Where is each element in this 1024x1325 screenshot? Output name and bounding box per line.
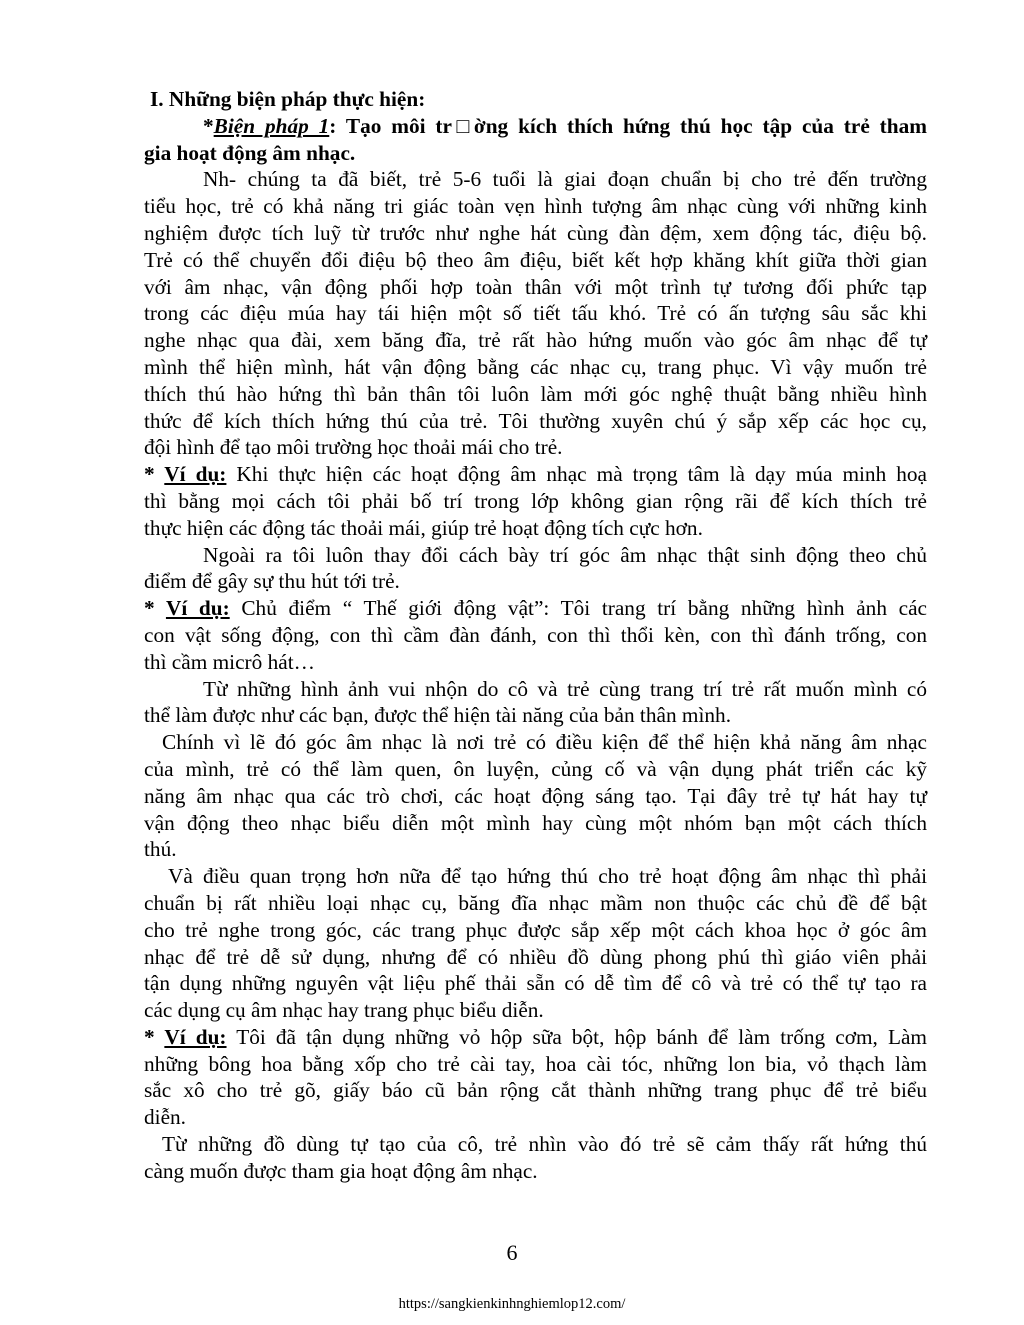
- example-2: [144, 595, 927, 675]
- text-line: mình thể hiện mình, hát vận động bằng các nhạc cụ, trang phục. Vì vậy muốn trẻ: [144, 354, 927, 379]
- page-content: [144, 86, 927, 1185]
- example-line: * Ví dụ: Tôi đã tận dụng những vỏ hộp sữa bột, hộp bánh để làm trống cơm, Làm: [144, 1024, 927, 1049]
- text-line: nghe nhạc qua đài, xem băng đĩa, trẻ rất hào hứng muốn vào góc âm nhạc để tự: [144, 328, 927, 353]
- text-line: năng âm nhạc qua các trò chơi, các hoạt động sáng tạo. Tại đây trẻ tự hát hay tự: [144, 783, 927, 808]
- text-line: của mình, trẻ có thể làm quen, ôn luyện, củng cố và vận dụng phát triển các kỹ: [144, 756, 927, 781]
- text-line: thích thú hào hứng thì bản thân tôi luôn làm mới góc nghệ thuật bằng nhiều hình: [144, 381, 927, 406]
- text-line: tận dụng những nguyên vật liệu phế thải sẵn có dễ tìm để cô và trẻ có thể tự tạo ra: [144, 971, 927, 996]
- text-line: sắc xô cho trẻ gõ, giấy báo cũ bản rộng cắt thành những trang phục để trẻ biểu: [144, 1078, 927, 1103]
- paragraph-2: [144, 542, 927, 596]
- text-line: điểm để gây sự thu hút tới trẻ.: [144, 569, 400, 594]
- page-number: 6: [506, 1240, 518, 1265]
- text-line: Từ những đồ dùng tự tạo của cô, trẻ nhìn vào đó trẻ sẽ cảm thấy rất hứng thú: [162, 1132, 927, 1157]
- text-line: nghiệm được tích luỹ từ trước như nghe hát cùng đàn đệm, xem động tác, điệu bộ.: [144, 220, 927, 245]
- text-line: đội hình để tạo môi trường học thoải mái cho trẻ.: [144, 435, 563, 460]
- paragraph-1: [144, 166, 927, 461]
- example-3: [144, 1024, 927, 1131]
- text-line: thì cầm micrô hát…: [144, 649, 315, 674]
- text-line: trong các điệu múa hay tái hiện một số tiết tấu khó. Trẻ có ấn tượng sâu sắc khi: [144, 301, 927, 326]
- text-line: những bông hoa bằng xốp cho trẻ cài tay, hoa cài tóc, những lon bia, vỏ thạch làm: [144, 1051, 927, 1076]
- text-line: thức để kích thích hứng thú của trẻ. Tôi thường xuyên chú ý sắp xếp các học cụ,: [144, 408, 927, 433]
- paragraph-6: [144, 1131, 927, 1185]
- example-label: Ví dụ:: [164, 1024, 227, 1049]
- measure-title-line-2: gia hoạt động âm nhạc.: [144, 140, 356, 165]
- text-line: thực hiện các động tác thoải mái, giúp trẻ hoạt động tích cực hơn.: [144, 515, 703, 540]
- footer-url: https://sangkienkinhnghiemlop12.com/: [398, 1296, 626, 1312]
- text-line: cho trẻ nghe trong góc, các trang phục được sắp xếp một cách khoa học ở góc âm: [144, 917, 927, 942]
- text-line: Nh- chúng ta đã biết, trẻ 5-6 tuổi là giai đoạn chuẩn bị cho trẻ đến trường: [203, 167, 927, 192]
- text-line: Và điều quan trọng hơn nữa để tạo hứng thú cho trẻ hoạt động âm nhạc thì phải: [168, 864, 927, 889]
- text-line: vận động theo nhạc biểu diễn một mình hay cùng một nhóm bạn một cách thích: [144, 810, 927, 835]
- text-line: diễn.: [144, 1105, 186, 1130]
- text-line: Trẻ có thể chuyển đổi điệu bộ theo âm điệu, biết kết hợp khăng khít giữa thời gian: [144, 247, 927, 272]
- text-line: chuẩn bị rất nhiều loại nhạc cụ, băng đĩa nhạc mầm non thuộc các chủ đề để bật: [144, 890, 927, 915]
- measure-label: Biện pháp 1: [213, 113, 330, 138]
- text-line: thì bằng mọi cách tôi phải bố trí trong lớp không gian rộng rãi để kích thích trẻ: [144, 488, 927, 513]
- text-line: Chính vì lẽ đó góc âm nhạc là nơi trẻ có điều kiện để thể hiện khả năng âm nhạc: [162, 730, 927, 755]
- text-line: các dụng cụ âm nhạc hay trang phục biểu diễn.: [144, 998, 544, 1023]
- example-line: * Ví dụ: Khi thực hiện các hoạt động âm nhạc mà trọng tâm là dạy múa minh hoạ: [144, 462, 928, 487]
- text-line: thú.: [144, 837, 177, 862]
- paragraph-4: [144, 729, 927, 863]
- text-line: tiểu học, trẻ có khả năng tri giác toàn vẹn hình tượng âm nhạc cùng với những kinh: [144, 194, 927, 219]
- example-label: Ví dụ:: [165, 596, 230, 621]
- text-line: nhạc để trẻ dễ sử dụng, nhưng để có nhiều đồ dùng phong phú thì giáo viên phải: [144, 944, 927, 969]
- example-1: [144, 461, 927, 541]
- paragraph-3: [144, 676, 927, 730]
- measure-title-line-1: *Biện pháp 1: Tạo môi tr□ờng kích thích hứng thú học tập của trẻ tham: [203, 113, 927, 138]
- text-line: con vật sống động, con thì cầm đàn đánh, con thì thổi kèn, con thì đánh trống, con: [144, 622, 927, 647]
- text-line: Ngoài ra tôi luôn thay đổi cách bày trí góc âm nhạc thật sinh động theo chủ: [203, 542, 927, 567]
- text-line: càng muốn được tham gia hoạt động âm nhạc.: [144, 1158, 538, 1183]
- text-line: thể làm được như các bạn, được thể hiện tài năng của bản thân mình.: [144, 703, 732, 728]
- paragraph-5: [144, 863, 927, 1024]
- example-line: * Ví dụ: Chủ điểm “ Thế giới động vật”: Tôi trang trí bằng những hình ảnh các: [144, 596, 928, 621]
- text-line: với âm nhạc, vận động phối hợp toàn thân với một trình tự tương đối phức tạp: [144, 274, 927, 299]
- section-heading: I. Những biện pháp thực hiện:: [150, 87, 426, 111]
- example-label: Ví dụ:: [164, 462, 227, 487]
- text-line: Từ những hình ảnh vui nhộn do cô và trẻ cùng trang trí trẻ rất muốn mình có: [203, 676, 927, 701]
